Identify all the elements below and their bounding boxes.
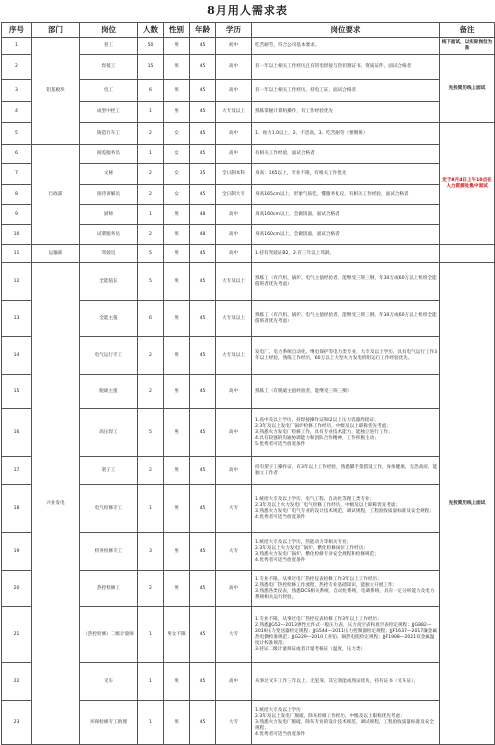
cell-count: 1 xyxy=(138,663,164,701)
cell-count: 1 xyxy=(138,485,164,533)
cell-edu: 高中 xyxy=(216,123,252,145)
cell-count: 2 xyxy=(138,164,164,185)
cell-req: 身高：165以上，专业不限，有相关工作优先 xyxy=(252,164,440,185)
recruitment-table xyxy=(1,22,495,745)
note-cell: 先投简历线上面试 xyxy=(440,55,495,123)
cell-gender: 男 xyxy=(164,457,190,485)
cell-edu: 高中 xyxy=(216,245,252,263)
cell-age: 45 xyxy=(190,409,216,457)
cell-age: 48 xyxy=(190,225,216,245)
cell-age: 45 xyxy=(190,185,216,205)
cell-post: 成型中控工 xyxy=(80,102,138,123)
page-title: 8月用人需求表 xyxy=(207,4,288,17)
note-cell: 定于8月4日上午10点在人力资源处集中面试 xyxy=(440,123,495,245)
cell-no: 10 xyxy=(2,225,32,245)
cell-post: 阅览服务员 xyxy=(80,145,138,164)
note-cell-empty xyxy=(440,245,495,263)
cell-post: 驾驶员 xyxy=(80,245,138,263)
cell-age: 45 xyxy=(190,571,216,607)
col-header-edu: 学历 xyxy=(216,23,252,38)
cell-no: 23 xyxy=(2,701,32,745)
cell-req: 有相关工作经验，面试合格者 xyxy=(252,145,440,164)
cell-gender: 男 xyxy=(164,533,190,571)
cell-gender: 男 xyxy=(164,55,190,80)
cell-count: 1 xyxy=(138,205,164,225)
cell-gender: 女 xyxy=(164,185,190,205)
cell-count: 5 xyxy=(138,409,164,457)
cell-no: 6 xyxy=(2,145,32,164)
cell-count: 6 xyxy=(138,80,164,102)
cell-gender: 男 xyxy=(164,80,190,102)
cell-no: 22 xyxy=(2,663,32,701)
cell-gender: 女 xyxy=(164,123,190,145)
cell-req: 身高160cm以上，会做饭面，面试合格者 xyxy=(252,205,440,225)
cell-count: 2 xyxy=(138,185,164,205)
cell-req: 从事过叉车工作三年以上，无犯罪，其它效能成熟证优先，持有证书（叉车证）。 xyxy=(252,663,440,701)
cell-age: 45 xyxy=(190,485,216,533)
cell-req: 熟练工（有汽机、锅炉、电气主值经验者，能继受三班三倒，年30万或60万以上机组全能值班者优先考虑） xyxy=(252,301,440,337)
cell-req: 身高165cm以上，形象气质佳，懂服务礼仪，有相关工作经验，面试合格者 xyxy=(252,185,440,205)
cell-edu: 全日制大专 xyxy=(216,185,252,205)
cell-post: 脱硫主值 xyxy=(80,375,138,409)
cell-post: 电气运行专工 xyxy=(80,337,138,375)
cell-gender: 男 xyxy=(164,263,190,301)
cell-no: 21 xyxy=(2,607,32,663)
cell-req: 1、视力1.0以上，2、不恐高，3、吃苦耐劳（要倒班） xyxy=(252,123,440,145)
cell-post: 接待讲解员 xyxy=(80,185,138,205)
cell-count: 2 xyxy=(138,123,164,145)
cell-edu: 大专及以上 xyxy=(216,337,252,375)
table-row xyxy=(2,245,495,263)
cell-age: 45 xyxy=(190,80,216,102)
cell-edu: 大专 xyxy=(216,701,252,745)
cell-req: 1.持有驾驶证B2，2.有三年以上驾龄。 xyxy=(252,245,440,263)
cell-gender: 男 xyxy=(164,337,190,375)
cell-count: 2 xyxy=(138,457,164,485)
cell-req: 持有架子工操作证，有3年以上工作经验，熟悉脚手架搭设工作，身体健康，无恐高症，能独立工作者 xyxy=(252,457,440,485)
cell-req: 吃苦耐劳，符合公司基本要求。 xyxy=(252,38,440,55)
cell-edu: 高中 xyxy=(216,663,252,701)
cell-edu: 高中 xyxy=(216,457,252,485)
cell-req: 有一年以上相关工作经历，持电工证，面试合格者 xyxy=(252,80,440,102)
cell-age: 45 xyxy=(190,533,216,571)
cell-post: 热控检修工 xyxy=(80,571,138,607)
cell-count: 2 xyxy=(138,375,164,409)
cell-age: 45 xyxy=(190,337,216,375)
cell-count: 1 xyxy=(138,607,164,663)
header-row xyxy=(2,23,495,38)
cell-post: 全能值长 xyxy=(80,263,138,301)
cell-no: 17 xyxy=(2,457,32,485)
cell-post: 文秘 xyxy=(80,164,138,185)
cell-req: 1.统招大专及以上学历，热能动力等相关专业； 2.3年及以上火力发电厂锅炉、燃化检修岗位工作经历； 3.熟悉火力发电厂锅炉、燃化检修专业安全规程和检修规范； 4.优秀者可适当放宽条件 xyxy=(252,533,440,571)
dept-cell: 运输部 xyxy=(32,245,80,263)
cell-post: 电气检修专工 xyxy=(80,485,138,533)
cell-gender: 男 xyxy=(164,663,190,701)
cell-post: 机务检修专工 xyxy=(80,533,138,571)
cell-edu: 高中 xyxy=(216,571,252,607)
cell-count: 5 xyxy=(138,245,164,263)
cell-gender: 男 xyxy=(164,571,190,607)
cell-edu: 全日制本科 xyxy=(216,164,252,185)
table-row xyxy=(2,145,495,164)
cell-gender: 男 xyxy=(164,701,190,745)
col-header-dept: 部门 xyxy=(32,23,80,38)
cell-gender: 男 xyxy=(164,301,190,337)
cell-gender: 男 xyxy=(164,409,190,457)
cell-post: 架子工 xyxy=(80,457,138,485)
col-header-post: 岗位 xyxy=(80,23,138,38)
cell-count: 3 xyxy=(138,533,164,571)
cell-age: 45 xyxy=(190,38,216,55)
cell-age: 45 xyxy=(190,263,216,301)
cell-edu: 高中 xyxy=(216,205,252,225)
dept-cell: 铝基板块 xyxy=(32,38,80,145)
cell-no: 9 xyxy=(2,205,32,225)
dept-cell: 行政部 xyxy=(32,145,80,245)
cell-post: 厨师 xyxy=(80,205,138,225)
cell-edu: 初中 xyxy=(216,38,252,55)
cell-gender: 男 xyxy=(164,205,190,225)
cell-count: 15 xyxy=(138,55,164,80)
cell-age: 45 xyxy=(190,123,216,145)
cell-count: 5 xyxy=(138,263,164,301)
col-header-count: 人数 xyxy=(138,23,164,38)
cell-gender: 男女不限 xyxy=(164,607,190,663)
cell-req: 身高160cm以上，会做饭面，面试合格者 xyxy=(252,225,440,245)
cell-req: 1.高中及以上学历，持焊接操作证和I2以上压力容器焊接证； 2.3年及以上发电厂锅炉检修工作经历，中级及以上职称优先考虑； 3.熟悉火力发电厂检修工作，具有专业技术能力，能独立进行工作； 4.具有较强的沟通协调能力和团队合作精神，工作积极主动； 5.优秀者可适当放宽条件 xyxy=(252,409,440,457)
cell-no: 1 xyxy=(2,38,32,55)
cell-count: 50 xyxy=(138,38,164,55)
cell-gender: 女 xyxy=(164,145,190,164)
cell-no: 18 xyxy=(2,485,32,533)
cell-age: 35 xyxy=(190,164,216,185)
cell-no: 12 xyxy=(2,263,32,301)
cell-age: 45 xyxy=(190,607,216,663)
cell-count: 6 xyxy=(138,301,164,337)
cell-count: 2 xyxy=(138,225,164,245)
cell-no: 11 xyxy=(2,245,32,263)
table-row xyxy=(2,38,495,55)
cell-post: （热控检修）二级计量师 xyxy=(80,607,138,663)
cell-edu: 大专 xyxy=(216,485,252,533)
cell-gender: 女 xyxy=(164,164,190,185)
cell-post: 铸造行车工 xyxy=(80,123,138,145)
cell-gender: 男 xyxy=(164,245,190,263)
cell-gender: 男 xyxy=(164,225,190,245)
dept-cell: 兴业发电 xyxy=(32,263,80,745)
cell-req: 1.专业不限，从事过电厂热控仪表检修工作3年以上工作经历； 2.熟悉JJG52—2013弹性元件式一般压力表，压力真空表和真空表检定规程；JJG882—2019压力变送器检定规程；JJG544—2011压力控制器检定规程；JJF1637—2017廉金属热电偶校准规范；JJG229—2010工业铂、铜热电阻检定规程；JJF1908—2021双金属温度计校准规范； 3.持证二级计量师证或者计量考核证（温度，压力类） xyxy=(252,607,440,663)
cell-req: 熟练掌握计算机操作，有工作经验优先 xyxy=(252,102,440,123)
cell-req: 熟练工（有脱硫主值经验者，能继受三班三倒） xyxy=(252,375,440,409)
cell-no: 2 xyxy=(2,55,32,80)
cell-req: 熟练工（有汽机、锅炉、电气主值经验者，能继受三班三倒，年30万或60万以上机组全能值班者优先考虑） xyxy=(252,263,440,301)
cell-no: 13 xyxy=(2,301,32,337)
cell-post: 焊接工 xyxy=(80,55,138,80)
cell-no: 4 xyxy=(2,102,32,123)
col-header-no: 序号 xyxy=(2,23,32,38)
col-header-note: 备注 xyxy=(440,23,495,38)
cell-edu: 大专及以上 xyxy=(216,263,252,301)
cell-count: 1 xyxy=(138,145,164,164)
cell-age: 45 xyxy=(190,375,216,409)
cell-post: 普工 xyxy=(80,38,138,55)
cell-gender: 男 xyxy=(164,102,190,123)
cell-age: 45 xyxy=(190,457,216,485)
cell-edu: 大专及以上 xyxy=(216,301,252,337)
cell-req: 有一年以上相关工作经历且有铝电焊接与热切割证书，资质证件，面试合格者 xyxy=(252,55,440,80)
cell-edu: 高中 xyxy=(216,225,252,245)
cell-edu: 高中 xyxy=(216,409,252,457)
cell-post: 叉车 xyxy=(80,663,138,701)
col-header-gender: 性别 xyxy=(164,23,190,38)
cell-no: 15 xyxy=(2,375,32,409)
cell-no: 5 xyxy=(2,123,32,145)
cell-gender: 男 xyxy=(164,485,190,533)
cell-edu: 高中 xyxy=(216,80,252,102)
cell-req: 1.专业不限，从事过电厂热控仪表检修工作3年以上工作经历； 2.熟悉电厂热控检修工作流程，热控专业基础知识，能独立开展工作； 3.熟悉各类仪表，熟悉DCS相关系统，自动化系统，电调系统，具有一定分析能力及电力系统相关运行经验。 xyxy=(252,571,440,607)
cell-edu: 大专 xyxy=(216,533,252,571)
cell-post: 环保检修专工助理 xyxy=(80,701,138,745)
cell-no: 16 xyxy=(2,409,32,457)
cell-req: 1.统招大专及以上学历，电气工程、自动化等理工类专业； 2.3年及以上火力发电厂电气检修工作经历，中级及以上职称优先考虑； 3.熟悉火力发电厂电气专业的设计技术规范，调试规程，工程验收质量标准及安全规程； 4.优秀者可适当放宽条件 xyxy=(252,485,440,533)
cell-req: 1.统招大专及以上学历 2.3年及以上发电厂脱硫、除灰检修工作经历，中级及以上职称优先考虑； 3.熟悉火力发电厂脱硫、除灰专业的设计技术规范，调试规程，工程验收质量标准及安全规程； 4.优秀者可适当放宽条件 xyxy=(252,701,440,745)
cell-age: 45 xyxy=(190,301,216,337)
cell-gender: 男 xyxy=(164,38,190,55)
cell-count: 1 xyxy=(138,102,164,123)
table-row xyxy=(2,263,495,301)
col-header-req: 岗位要求 xyxy=(252,23,440,38)
cell-age: 45 xyxy=(190,245,216,263)
cell-count: 2 xyxy=(138,337,164,375)
cell-edu: 高中 xyxy=(216,145,252,164)
cell-age: 45 xyxy=(190,663,216,701)
cell-no: 19 xyxy=(2,533,32,571)
col-header-age: 年龄 xyxy=(190,23,216,38)
note-cell: 线下面试，以实际岗位为准 xyxy=(440,38,495,55)
cell-no: 7 xyxy=(2,164,32,185)
cell-no: 8 xyxy=(2,185,32,205)
cell-age: 45 xyxy=(190,55,216,80)
cell-no: 20 xyxy=(2,571,32,607)
cell-edu: 大专及以上 xyxy=(216,102,252,123)
note-cell: 先投简历线上面试 xyxy=(440,263,495,745)
cell-count: 1 xyxy=(138,701,164,745)
cell-age: 45 xyxy=(190,102,216,123)
cell-count: 2 xyxy=(138,571,164,607)
cell-edu: 高中 xyxy=(216,55,252,80)
cell-age: 45 xyxy=(190,145,216,164)
cell-age: 48 xyxy=(190,205,216,225)
cell-no: 3 xyxy=(2,80,32,102)
cell-age: 45 xyxy=(190,701,216,745)
cell-no: 14 xyxy=(2,337,32,375)
cell-req: 发电厂、电力系统自动化、继电保护等电力类专业，大专及以上学历，具有电气运行工作3年以上经验，熟练工作经历，60万以上大型火力发电机组运行工作经验优先。 xyxy=(252,337,440,375)
cell-edu: 高中 xyxy=(216,375,252,409)
cell-gender: 男 xyxy=(164,375,190,409)
cell-post: 电工 xyxy=(80,80,138,102)
cell-post: 试菜服务员 xyxy=(80,225,138,245)
cell-edu: 大专 xyxy=(216,607,252,663)
cell-post: 高压焊工 xyxy=(80,409,138,457)
cell-post: 全能主值 xyxy=(80,301,138,337)
